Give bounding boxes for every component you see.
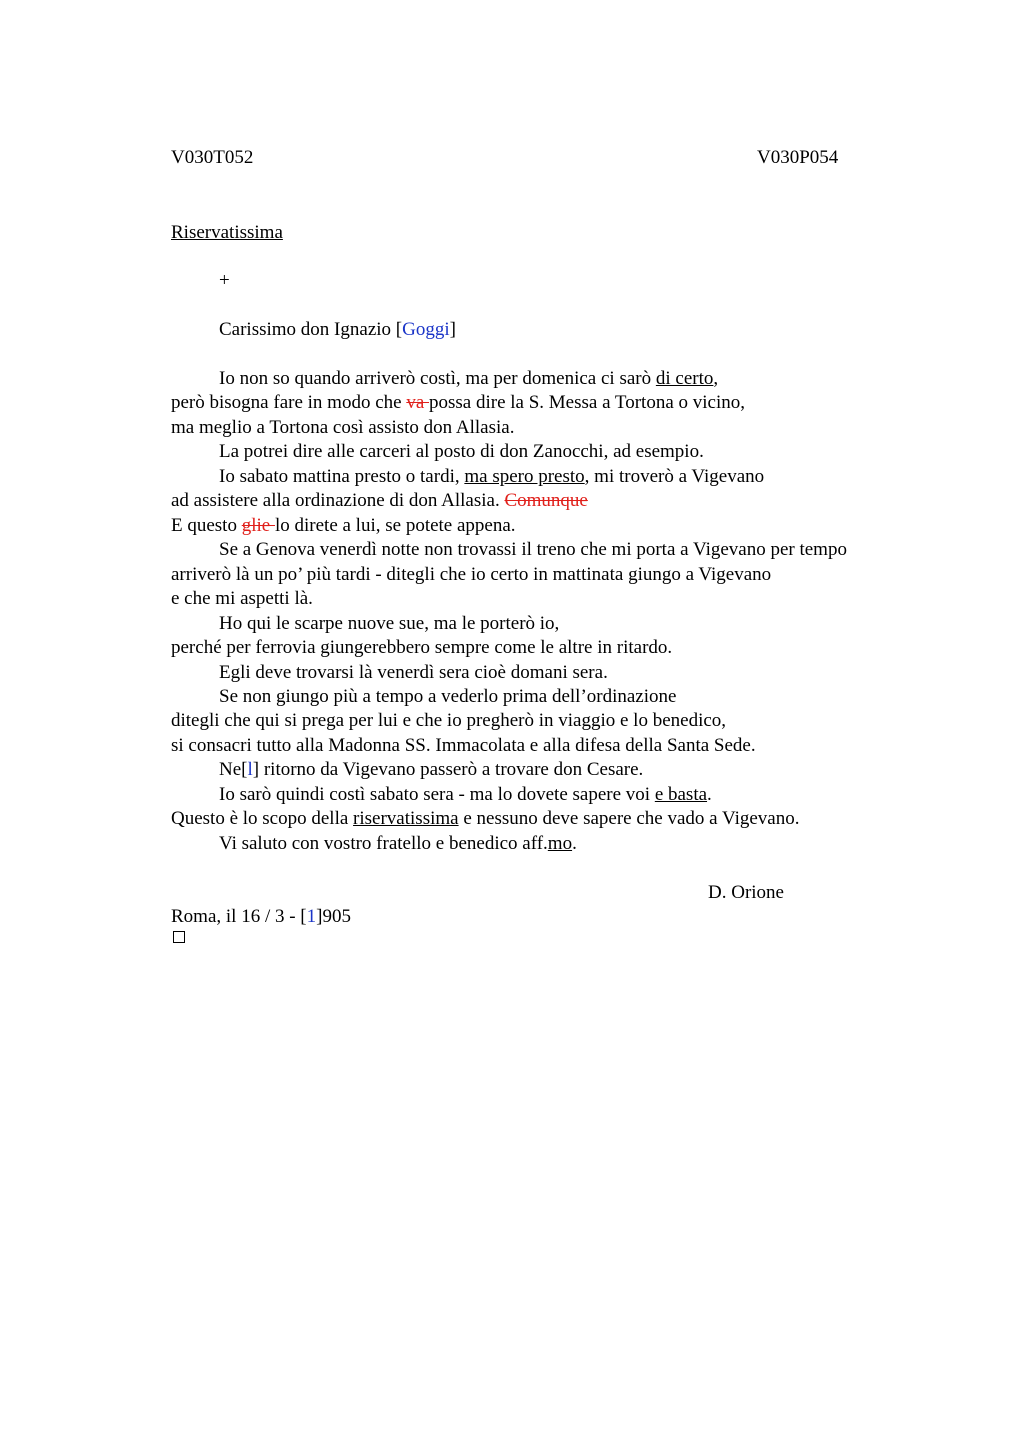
body-line: e che mi aspetti là. (171, 588, 313, 609)
body-line: ad assistere alla ordinazione di don Allasia. Comunque (171, 490, 588, 511)
cross-symbol: + (219, 270, 230, 291)
body-line: Se a Genova venerdì notte non trovassi il treno che mi porta a Vigevano per tempo (219, 539, 847, 560)
deleted-word: va (406, 392, 429, 413)
body-line: Io sabato mattina presto o tardi, ma spero presto, mi troverò a Vigevano (219, 466, 765, 487)
body-line: E questo glie lo direte a lui, se potete appena. (171, 515, 516, 536)
body-line: ma meglio a Tortona così assisto don Allasia. (171, 417, 515, 438)
document-code-left: V030T052 (171, 147, 254, 168)
body-line: Egli deve trovarsi là venerdì sera cioè domani sera. (219, 662, 608, 683)
deleted-word: Comunque (504, 490, 588, 511)
body-line: perché per ferrovia giungerebbero sempre come le altre in ritardo. (171, 637, 673, 658)
editorial-name-insert: Goggi (402, 319, 450, 340)
body-line: Io sarò quindi costì sabato sera - ma lo dovete sapere voi e basta. (219, 784, 712, 805)
body-line: ditegli che qui si prega per lui e che io pregherò in viaggio e lo benedico, (171, 710, 727, 731)
body-line: Ho qui le scarpe nuove sue, ma le porterò io, (219, 613, 560, 634)
body-line: Se non giungo più a tempo a vederlo prima dell’ordinazione (219, 686, 677, 707)
document-code-right: V030P054 (757, 147, 839, 168)
dateline: Roma, il 16 / 3 - [1]905 (171, 906, 351, 927)
salutation: Carissimo don Ignazio [Goggi] (219, 319, 456, 340)
end-box-symbol (173, 931, 185, 943)
editorial-digit-insert: 1 (306, 906, 317, 927)
body-line: Io non so quando arriverò costì, ma per domenica ci sarò di certo, (219, 368, 719, 389)
confidential-heading: Riservatissima (171, 222, 283, 243)
deleted-word: glie (241, 515, 275, 536)
editorial-letter-insert: l (247, 759, 253, 780)
signature: D. Orione (708, 882, 784, 903)
body-line: però bisogna fare in modo che va possa dire la S. Messa a Tortona o vicino, (171, 392, 745, 413)
body-line: Ne[l] ritorno da Vigevano passerò a trovare don Cesare. (219, 759, 644, 780)
body-line: La potrei dire alle carceri al posto di don Zanocchi, ad esempio. (219, 441, 704, 462)
body-line: Questo è lo scopo della riservatissima e nessuno deve sapere che vado a Vigevano. (171, 808, 800, 829)
body-line: Vi saluto con vostro fratello e benedico aff.mo. (219, 833, 577, 854)
body-line: si consacri tutto alla Madonna SS. Immacolata e alla difesa della Santa Sede. (171, 735, 756, 756)
body-line: arriverò là un po’ più tardi - ditegli che io certo in mattinata giungo a Vigevano (171, 564, 772, 585)
